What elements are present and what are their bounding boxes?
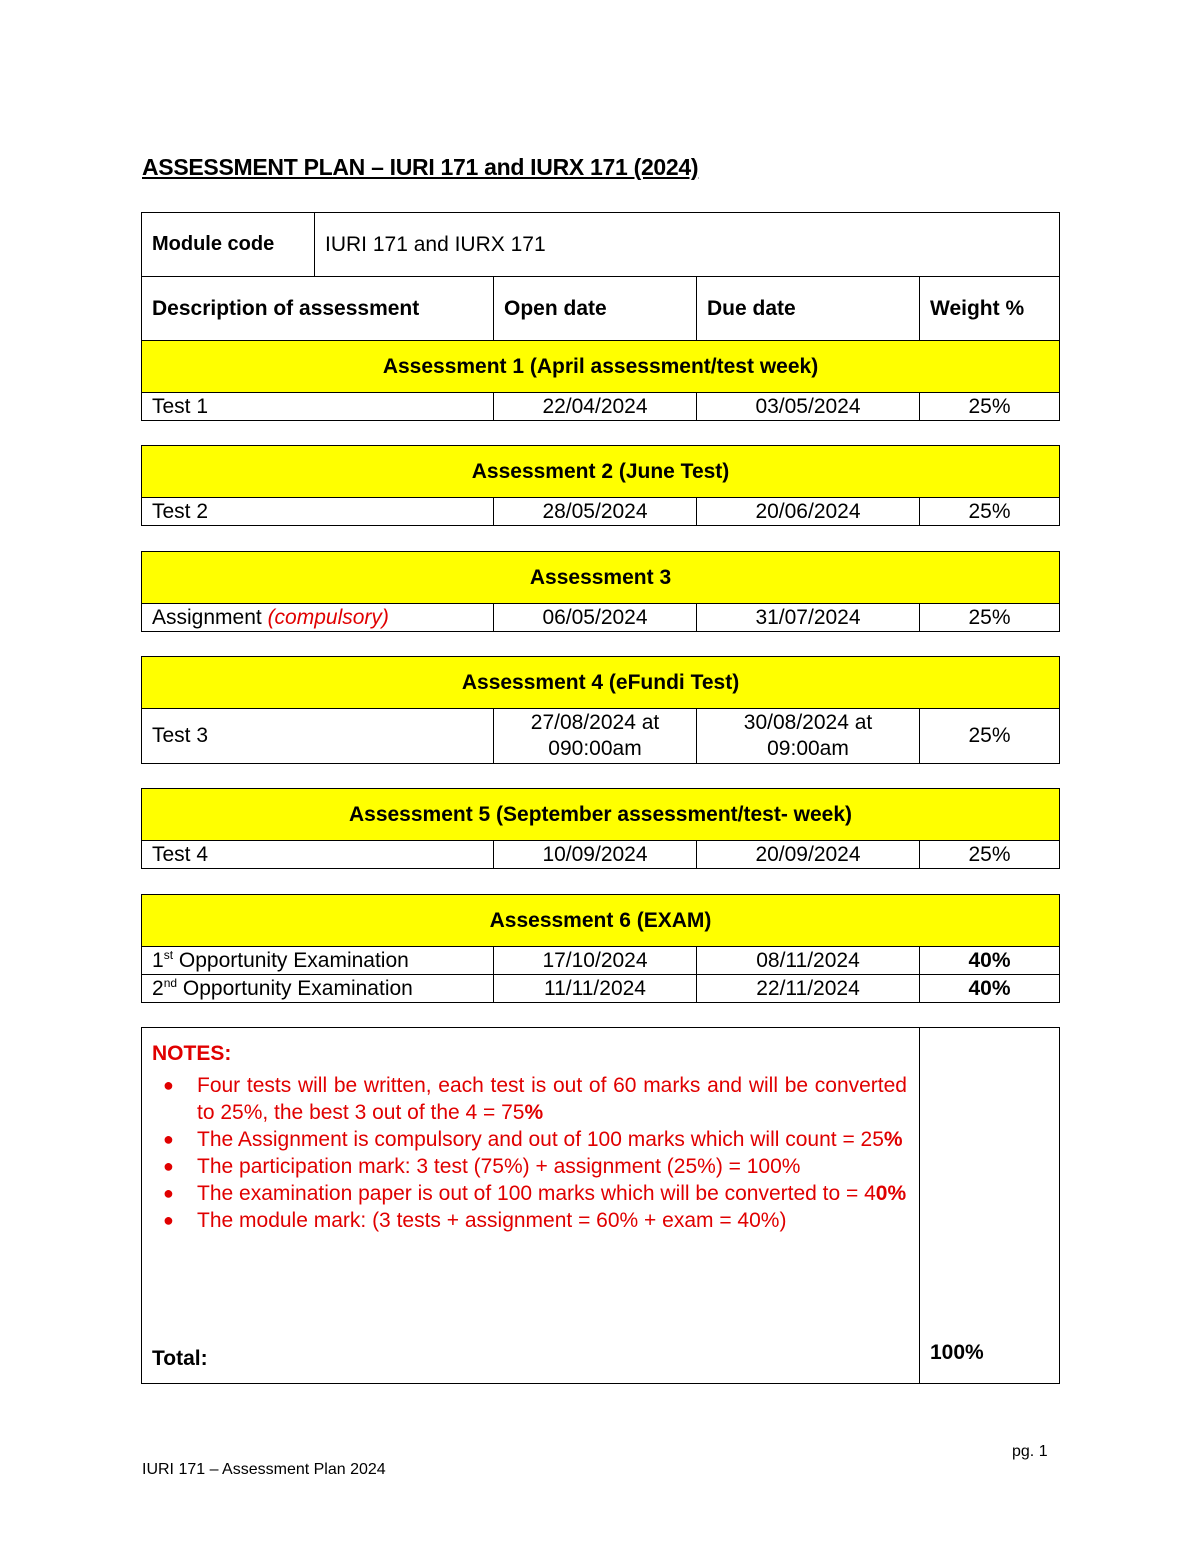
total-value: 100%: [930, 1341, 984, 1364]
assessment-2-open-date: 28/05/2024: [494, 498, 697, 526]
assessment-3-open-date: 06/05/2024: [494, 604, 697, 632]
assessment-1-open-date: 22/04/2024: [494, 393, 697, 421]
assessment-heading-row: [142, 895, 1060, 947]
assessment-3-heading: Assessment 3: [142, 552, 1060, 604]
exam-1-number: 1: [152, 948, 164, 972]
assessment-5-due-date: 20/09/2024: [697, 841, 920, 869]
assessment-3-weight: 25%: [920, 604, 1060, 632]
column-header-row: [142, 277, 1060, 341]
notes-cell: [142, 1028, 920, 1384]
assessment-5-weight: 25%: [920, 841, 1060, 869]
assessment-5-description: Test 4: [142, 841, 494, 869]
table-row: [142, 393, 1060, 421]
module-code-row: [142, 213, 1060, 277]
assessment-6-heading: Assessment 6 (EXAM): [142, 895, 1060, 947]
table-row: [142, 841, 1060, 869]
list-item: [163, 1126, 909, 1153]
assessment-3-description: [142, 604, 494, 632]
compulsory-note: (compulsory): [267, 605, 389, 629]
bullet-icon: ●: [163, 1210, 174, 1230]
exam-1-ordinal: st: [163, 947, 174, 962]
assessment-heading-row: [142, 657, 1060, 709]
assessment-3-due-date: 31/07/2024: [697, 604, 920, 632]
footer-text: IURI 171 – Assessment Plan 2024: [142, 1461, 386, 1478]
list-item: [163, 1153, 909, 1180]
note-bold-tail: 0%: [875, 1182, 907, 1205]
exam-1-description: [142, 947, 494, 975]
total-cell: [920, 1028, 1060, 1384]
assessment-heading-row: [142, 789, 1060, 841]
exam-2-description: [142, 975, 494, 1003]
exam-2-due-date: 22/11/2024: [697, 975, 920, 1003]
assessment-5-heading: Assessment 5 (September assessment/test- week): [142, 789, 1060, 841]
exam-1-weight: 40%: [920, 947, 1060, 975]
note-bold-tail: %: [524, 1101, 544, 1124]
exam-2-text: Opportunity Examination: [182, 976, 413, 1000]
assessment-3-table: [141, 551, 1060, 632]
header-description: Description of assessment: [142, 277, 494, 341]
assessment-2-weight: 25%: [920, 498, 1060, 526]
bullet-icon: ●: [163, 1183, 174, 1203]
page-title: ASSESSMENT PLAN – IURI 171 and IURX 171 (2024): [142, 154, 699, 180]
assessment-2-description: Test 2: [142, 498, 494, 526]
note-text: The participation mark: 3 test (75%) + assignment (25%) = 100%: [197, 1155, 801, 1178]
assessment-1-weight: 25%: [920, 393, 1060, 421]
exam-2-open-date: 11/11/2024: [494, 975, 697, 1003]
header-open-date: Open date: [494, 277, 697, 341]
notes-heading: NOTES:: [152, 1042, 232, 1065]
note-text: The module mark: (3 tests + assignment = 60% + exam = 40%): [197, 1209, 787, 1232]
bullet-icon: ●: [163, 1075, 174, 1095]
note-text: Four tests will be written, each test is out of 60 marks and will be converted to 25%, the best 3 out of the 4 = 75: [197, 1074, 907, 1124]
assessment-4-table: [141, 656, 1060, 764]
exam-2-weight: 40%: [920, 975, 1060, 1003]
exam-2-ordinal: nd: [163, 975, 178, 990]
table-row: [142, 604, 1060, 632]
notes-table: [141, 1027, 1060, 1384]
assessment-2-table: [141, 445, 1060, 526]
list-item: [163, 1180, 909, 1207]
notes-row: [142, 1028, 1060, 1384]
table-row: [142, 709, 1060, 764]
assessment-4-open-date: 27/08/2024 at 090:00am: [494, 709, 697, 764]
assessment-2-due-date: 20/06/2024: [697, 498, 920, 526]
assessment-4-due-date: 30/08/2024 at 09:00am: [697, 709, 920, 764]
header-weight: Weight %: [920, 277, 1060, 341]
list-item: [163, 1072, 909, 1126]
total-label: Total:: [152, 1347, 208, 1370]
exam-1-due-date: 08/11/2024: [697, 947, 920, 975]
note-text: The Assignment is compulsory and out of 100 marks which will count = 25: [197, 1128, 884, 1151]
bullet-icon: ●: [163, 1156, 174, 1176]
exam-1-text: Opportunity Examination: [178, 948, 409, 972]
bullet-icon: ●: [163, 1129, 174, 1149]
assessment-4-heading: Assessment 4 (eFundi Test): [142, 657, 1060, 709]
exam-1-open-date: 17/10/2024: [494, 947, 697, 975]
table-row: [142, 947, 1060, 975]
assessment-5-table: [141, 788, 1060, 869]
module-code-label: Module code: [142, 213, 315, 277]
assessment-heading-row: [142, 341, 1060, 393]
table-row: [142, 975, 1060, 1003]
note-text: The examination paper is out of 100 marks which will be converted to = 4: [197, 1182, 876, 1205]
notes-list: [152, 1072, 909, 1234]
module-header-table: [141, 212, 1060, 421]
assessment-1-description: Test 1: [142, 393, 494, 421]
assessment-5-open-date: 10/09/2024: [494, 841, 697, 869]
assessment-1-due-date: 03/05/2024: [697, 393, 920, 421]
table-row: [142, 498, 1060, 526]
assessment-heading-row: [142, 552, 1060, 604]
assessment-6-table: [141, 894, 1060, 1003]
assessment-heading-row: [142, 446, 1060, 498]
header-due-date: Due date: [697, 277, 920, 341]
assessment-4-description: Test 3: [142, 709, 494, 764]
list-item: [163, 1207, 909, 1234]
page-number: pg. 1: [1012, 1443, 1048, 1460]
assessment-2-heading: Assessment 2 (June Test): [142, 446, 1060, 498]
assessment-1-heading: Assessment 1 (April assessment/test week): [142, 341, 1060, 393]
module-code-value: IURI 171 and IURX 171: [315, 213, 1060, 277]
assessment-4-weight: 25%: [920, 709, 1060, 764]
exam-2-number: 2: [152, 976, 164, 1000]
assessment-3-description-text: Assignment: [152, 605, 262, 629]
note-bold-tail: %: [883, 1128, 903, 1151]
